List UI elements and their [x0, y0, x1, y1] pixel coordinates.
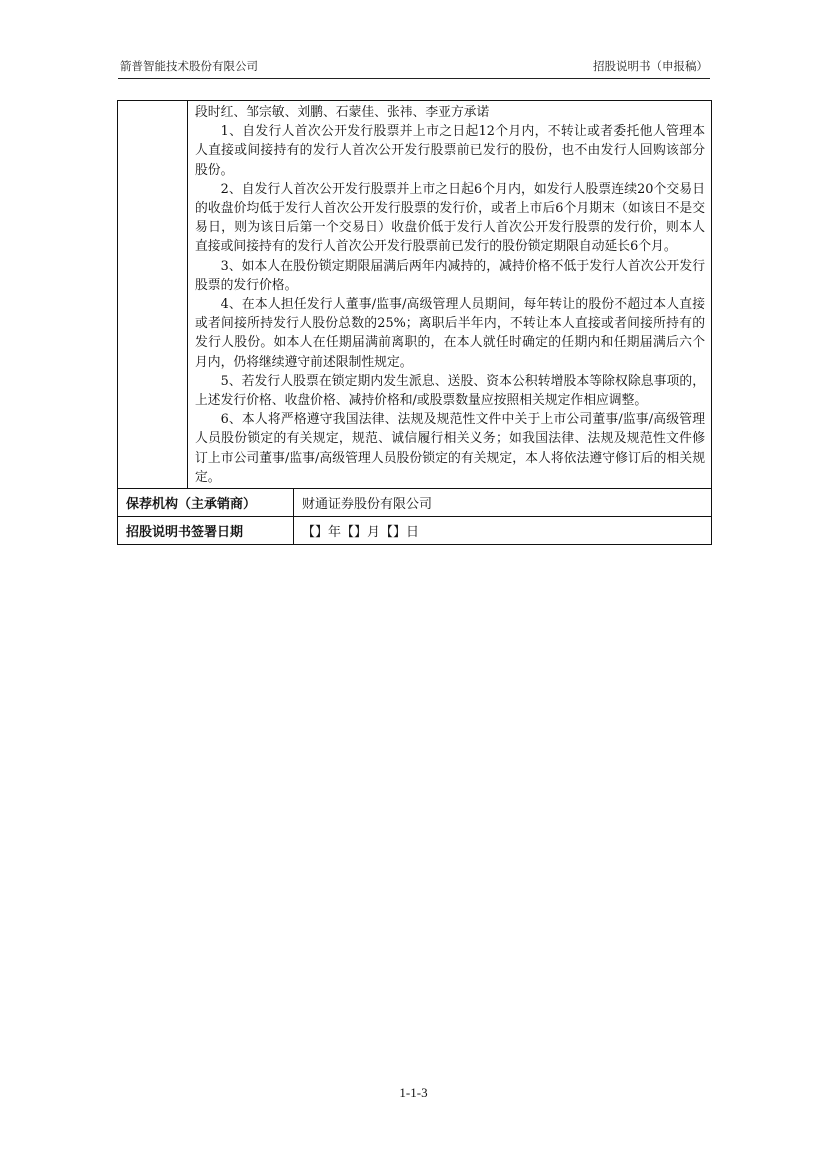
empty-label-cell — [118, 101, 188, 489]
sponsor-row — [118, 489, 712, 517]
header-document-type: 招股说明书（申报稿） — [593, 59, 708, 73]
info-table — [117, 100, 712, 545]
commitment-row — [118, 101, 712, 489]
commitment-item: 2、自发行人首次公开发行股票并上市之日起6个月内，如发行人股票连续20个交易日的收盘价均低于发行人首次公开发行股票的发行价，或者上市后6个月期末（如该日不是交易日，则为该日后第一个交易日）收盘价低于发行人首次公开发行股票的发行价，则本人直接或间接持有的发行人首次公开发行股票前已发行的股份锁定期限自动延长6个月。 — [195, 181, 706, 255]
commitment-intro: 段时红、邹宗敏、刘鹏、石蒙佳、张祎、李亚方承诺 — [195, 105, 490, 120]
page-header — [118, 52, 710, 79]
signing-date-label: 招股说明书签署日期 — [118, 517, 294, 545]
commitment-item: 6、本人将严格遵守我国法律、法规及规范性文件中关于上市公司董事/监事/高级管理人员股份锁定的有关规定，规范、诚信履行相关义务；如我国法律、法规及规范性文件修订上市公司董事/监事/高级管理人员股份锁定的有关规定，本人将依法遵守修订后的相关规定。 — [195, 412, 706, 485]
commitment-item: 1、自发行人首次公开发行股票并上市之日起12个月内，不转让或者委托他人管理本人直接或间接持有的发行人首次公开发行股票前已发行的股份，也不由发行人回购该部分股份。 — [195, 124, 706, 178]
signing-date-value: 【】年【】月【】日 — [294, 517, 712, 545]
commitment-content — [188, 101, 712, 489]
signing-date-row — [118, 517, 712, 545]
commitment-item: 4、在本人担任发行人董事/监事/高级管理人员期间，每年转让的股份不超过本人直接或者间接所持发行人股份总数的25%；离职后半年内，不转让本人直接或者间接所持有的发行人股份。如本人在任期届满前离职的，在本人就任时确定的任期内和任期届满后六个月内，仍将继续遵守前述限制性规定。 — [195, 297, 706, 370]
sponsor-label: 保荐机构（主承销商） — [118, 489, 294, 517]
header-company-name: 箭普智能技术股份有限公司 — [120, 59, 258, 73]
sponsor-value: 财通证券股份有限公司 — [294, 489, 712, 517]
commitment-item: 3、如本人在股份锁定期限届满后两年内减持的，减持价格不低于发行人首次公开发行股票的发行价格。 — [195, 258, 706, 293]
page-number: 1-1-3 — [399, 1085, 428, 1100]
commitment-item: 5、若发行人股票在锁定期内发生派息、送股、资本公积转增股本等除权除息事项的，上述发行价格、收盘价格、减持价格和/或股票数量应按照相关规定作相应调整。 — [195, 373, 706, 409]
